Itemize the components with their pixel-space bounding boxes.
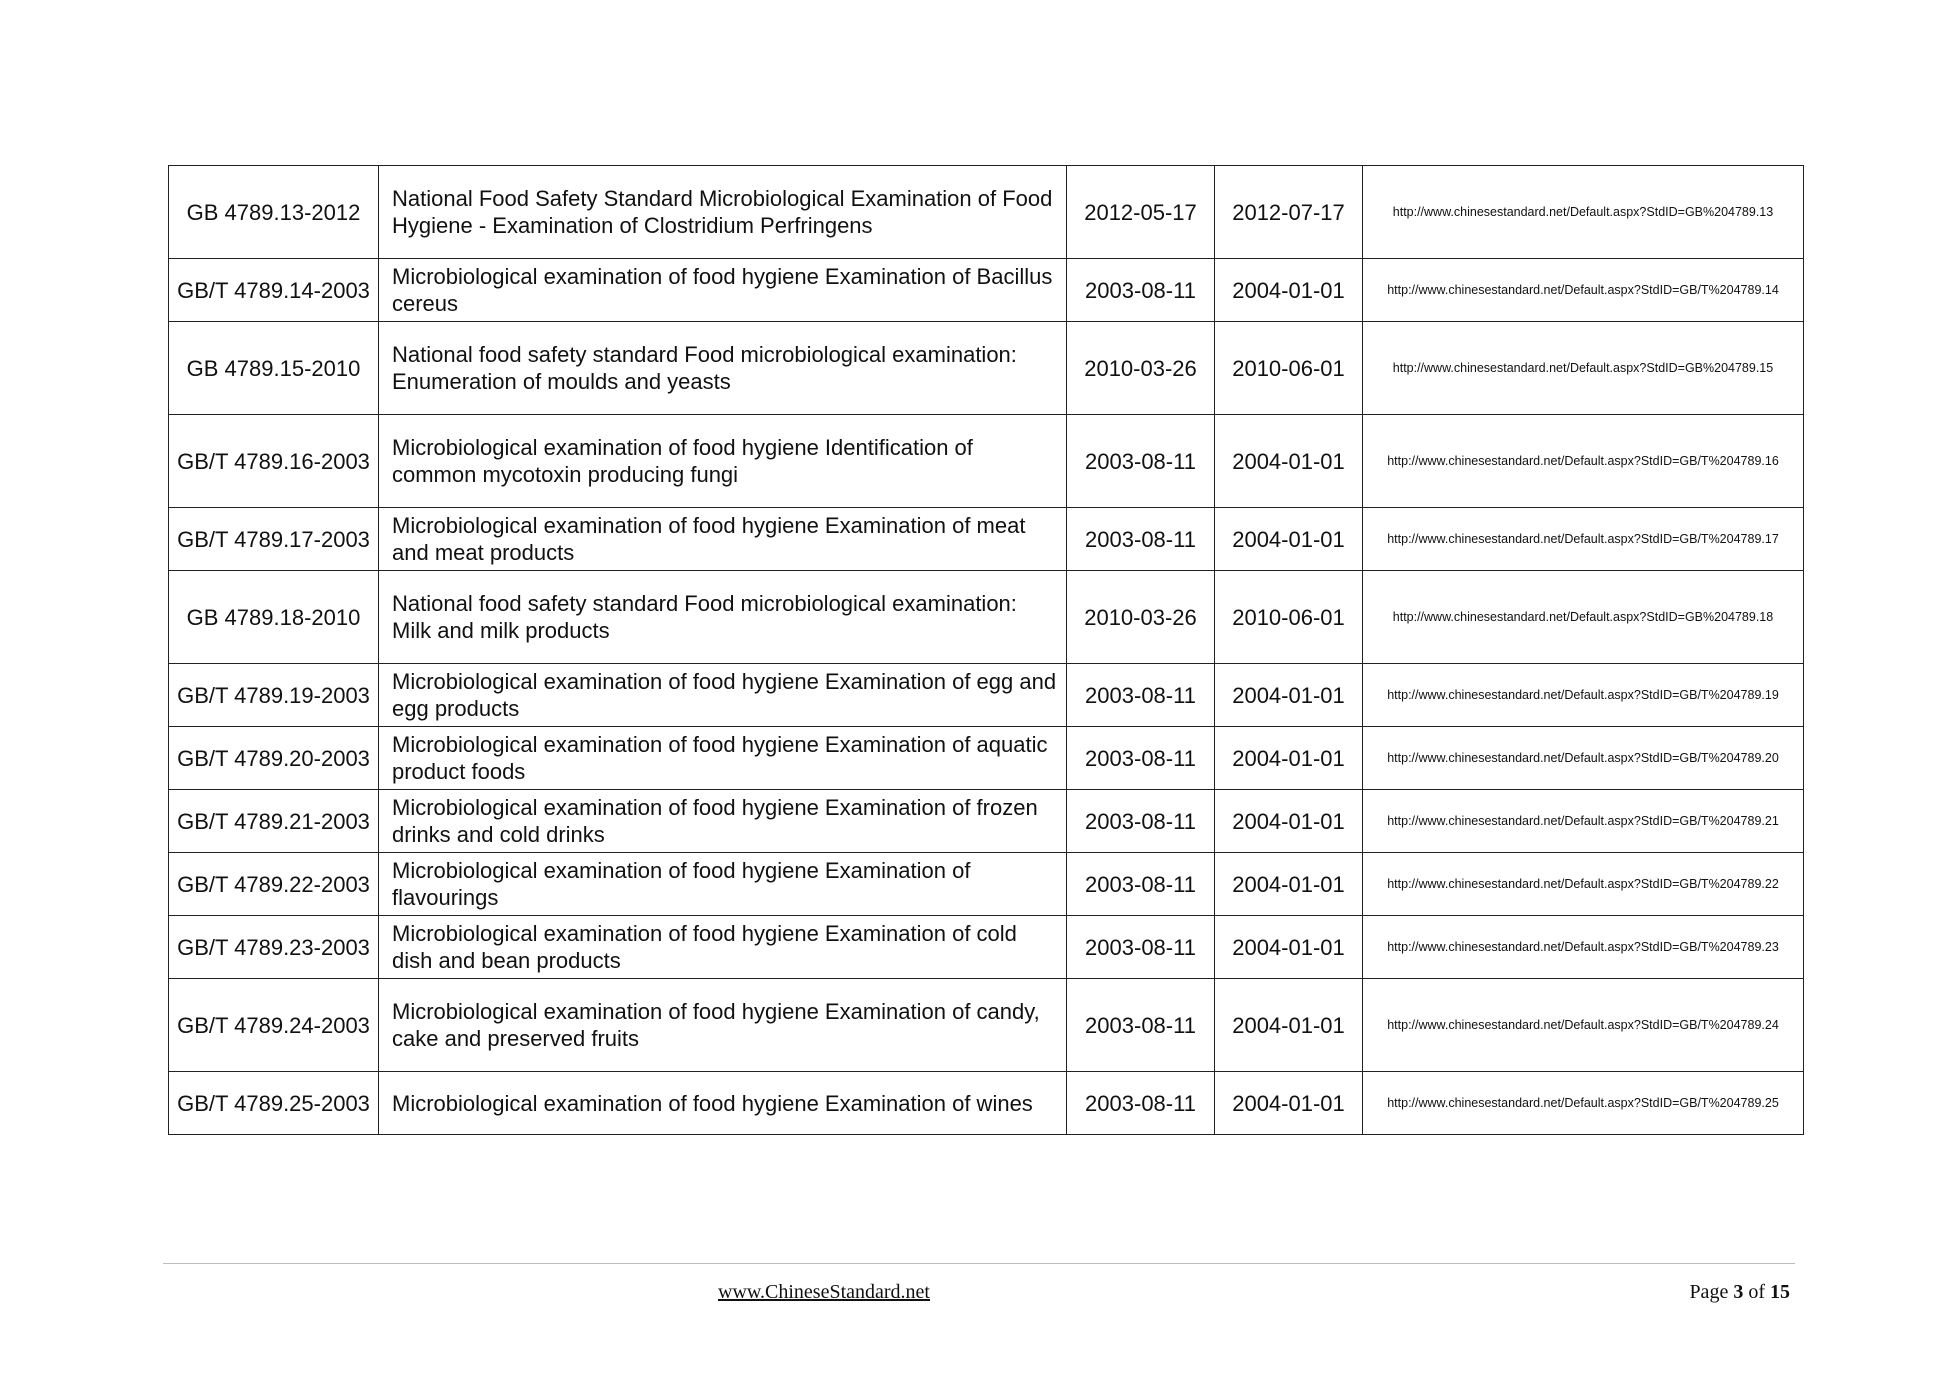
standards-table	[168, 165, 1804, 1135]
issue-date: 2010-03-26	[1067, 571, 1215, 664]
standard-link[interactable]: http://www.chinesestandard.net/Default.aspx?StdID=GB/T%204789.23	[1363, 916, 1804, 979]
standard-name: Microbiological examination of food hygiene Examination of egg and egg products	[379, 664, 1067, 727]
implement-date: 2004-01-01	[1215, 415, 1363, 508]
standard-link[interactable]: http://www.chinesestandard.net/Default.aspx?StdID=GB/T%204789.17	[1363, 508, 1804, 571]
standard-name: Microbiological examination of food hygiene Examination of cold dish and bean products	[379, 916, 1067, 979]
implement-date: 2004-01-01	[1215, 979, 1363, 1072]
implement-date: 2012-07-17	[1215, 166, 1363, 259]
standard-link[interactable]: http://www.chinesestandard.net/Default.aspx?StdID=GB%204789.13	[1363, 166, 1804, 259]
issue-date: 2003-08-11	[1067, 508, 1215, 571]
standard-name: National food safety standard Food microbiological examination: Enumeration of moulds and yeasts	[379, 322, 1067, 415]
implement-date: 2004-01-01	[1215, 790, 1363, 853]
standard-name: National food safety standard Food microbiological examination: Milk and milk products	[379, 571, 1067, 664]
issue-date: 2012-05-17	[1067, 166, 1215, 259]
table-row	[169, 979, 1804, 1072]
table-row	[169, 508, 1804, 571]
standard-name: Microbiological examination of food hygiene Examination of meat and meat products	[379, 508, 1067, 571]
implement-date: 2004-01-01	[1215, 1072, 1363, 1135]
issue-date: 2003-08-11	[1067, 415, 1215, 508]
standard-code: GB 4789.13-2012	[169, 166, 379, 259]
implement-date: 2010-06-01	[1215, 322, 1363, 415]
standard-code: GB/T 4789.14-2003	[169, 259, 379, 322]
standard-link[interactable]: http://www.chinesestandard.net/Default.aspx?StdID=GB/T%204789.14	[1363, 259, 1804, 322]
standard-code: GB/T 4789.19-2003	[169, 664, 379, 727]
issue-date: 2003-08-11	[1067, 916, 1215, 979]
standard-name: Microbiological examination of food hygiene Examination of frozen drinks and cold drinks	[379, 790, 1067, 853]
standard-link[interactable]: http://www.chinesestandard.net/Default.aspx?StdID=GB/T%204789.20	[1363, 727, 1804, 790]
issue-date: 2003-08-11	[1067, 853, 1215, 916]
table-row	[169, 571, 1804, 664]
standard-code: GB/T 4789.16-2003	[169, 415, 379, 508]
implement-date: 2004-01-01	[1215, 664, 1363, 727]
standard-link[interactable]: http://www.chinesestandard.net/Default.aspx?StdID=GB/T%204789.16	[1363, 415, 1804, 508]
footer-divider	[163, 1263, 1795, 1264]
standard-link[interactable]: http://www.chinesestandard.net/Default.aspx?StdID=GB/T%204789.19	[1363, 664, 1804, 727]
implement-date: 2004-01-01	[1215, 853, 1363, 916]
table-row	[169, 259, 1804, 322]
table-row	[169, 1072, 1804, 1135]
footer-site-link[interactable]: www.ChineseStandard.net	[718, 1281, 930, 1303]
standard-name: Microbiological examination of food hygiene Examination of wines	[379, 1072, 1067, 1135]
issue-date: 2003-08-11	[1067, 259, 1215, 322]
page-separator: of	[1748, 1281, 1765, 1303]
table-row	[169, 727, 1804, 790]
standard-code: GB 4789.15-2010	[169, 322, 379, 415]
table-row	[169, 664, 1804, 727]
issue-date: 2003-08-11	[1067, 1072, 1215, 1135]
standard-link[interactable]: http://www.chinesestandard.net/Default.aspx?StdID=GB/T%204789.25	[1363, 1072, 1804, 1135]
standard-link[interactable]: http://www.chinesestandard.net/Default.aspx?StdID=GB/T%204789.24	[1363, 979, 1804, 1072]
standard-name: Microbiological examination of food hygiene Examination of flavourings	[379, 853, 1067, 916]
standard-code: GB/T 4789.25-2003	[169, 1072, 379, 1135]
issue-date: 2010-03-26	[1067, 322, 1215, 415]
table-row	[169, 166, 1804, 259]
table-row	[169, 916, 1804, 979]
implement-date: 2010-06-01	[1215, 571, 1363, 664]
standard-link[interactable]: http://www.chinesestandard.net/Default.aspx?StdID=GB/T%204789.21	[1363, 790, 1804, 853]
standard-name: Microbiological examination of food hygiene Examination of aquatic product foods	[379, 727, 1067, 790]
standard-code: GB/T 4789.24-2003	[169, 979, 379, 1072]
standard-code: GB/T 4789.23-2003	[169, 916, 379, 979]
standard-link[interactable]: http://www.chinesestandard.net/Default.aspx?StdID=GB%204789.15	[1363, 322, 1804, 415]
table-row	[169, 853, 1804, 916]
standard-code: GB/T 4789.20-2003	[169, 727, 379, 790]
standard-code: GB 4789.18-2010	[169, 571, 379, 664]
page-prefix: Page	[1689, 1281, 1729, 1303]
issue-date: 2003-08-11	[1067, 979, 1215, 1072]
implement-date: 2004-01-01	[1215, 259, 1363, 322]
standard-link[interactable]: http://www.chinesestandard.net/Default.aspx?StdID=GB%204789.18	[1363, 571, 1804, 664]
standard-name: Microbiological examination of food hygiene Identification of common mycotoxin producing fungi	[379, 415, 1067, 508]
standard-name: Microbiological examination of food hygiene Examination of candy, cake and preserved fruits	[379, 979, 1067, 1072]
implement-date: 2004-01-01	[1215, 508, 1363, 571]
standard-name: Microbiological examination of food hygiene Examination of Bacillus cereus	[379, 259, 1067, 322]
page-current: 3	[1733, 1281, 1744, 1303]
page-indicator	[1689, 1281, 1790, 1304]
issue-date: 2003-08-11	[1067, 727, 1215, 790]
table-row	[169, 790, 1804, 853]
standard-link[interactable]: http://www.chinesestandard.net/Default.aspx?StdID=GB/T%204789.22	[1363, 853, 1804, 916]
implement-date: 2004-01-01	[1215, 727, 1363, 790]
table-row	[169, 415, 1804, 508]
implement-date: 2004-01-01	[1215, 916, 1363, 979]
standard-name: National Food Safety Standard Microbiological Examination of Food Hygiene - Examination of Clostridium Perfringens	[379, 166, 1067, 259]
page-total: 15	[1770, 1281, 1790, 1303]
issue-date: 2003-08-11	[1067, 664, 1215, 727]
standard-code: GB/T 4789.17-2003	[169, 508, 379, 571]
standard-code: GB/T 4789.22-2003	[169, 853, 379, 916]
standard-code: GB/T 4789.21-2003	[169, 790, 379, 853]
issue-date: 2003-08-11	[1067, 790, 1215, 853]
table-row	[169, 322, 1804, 415]
